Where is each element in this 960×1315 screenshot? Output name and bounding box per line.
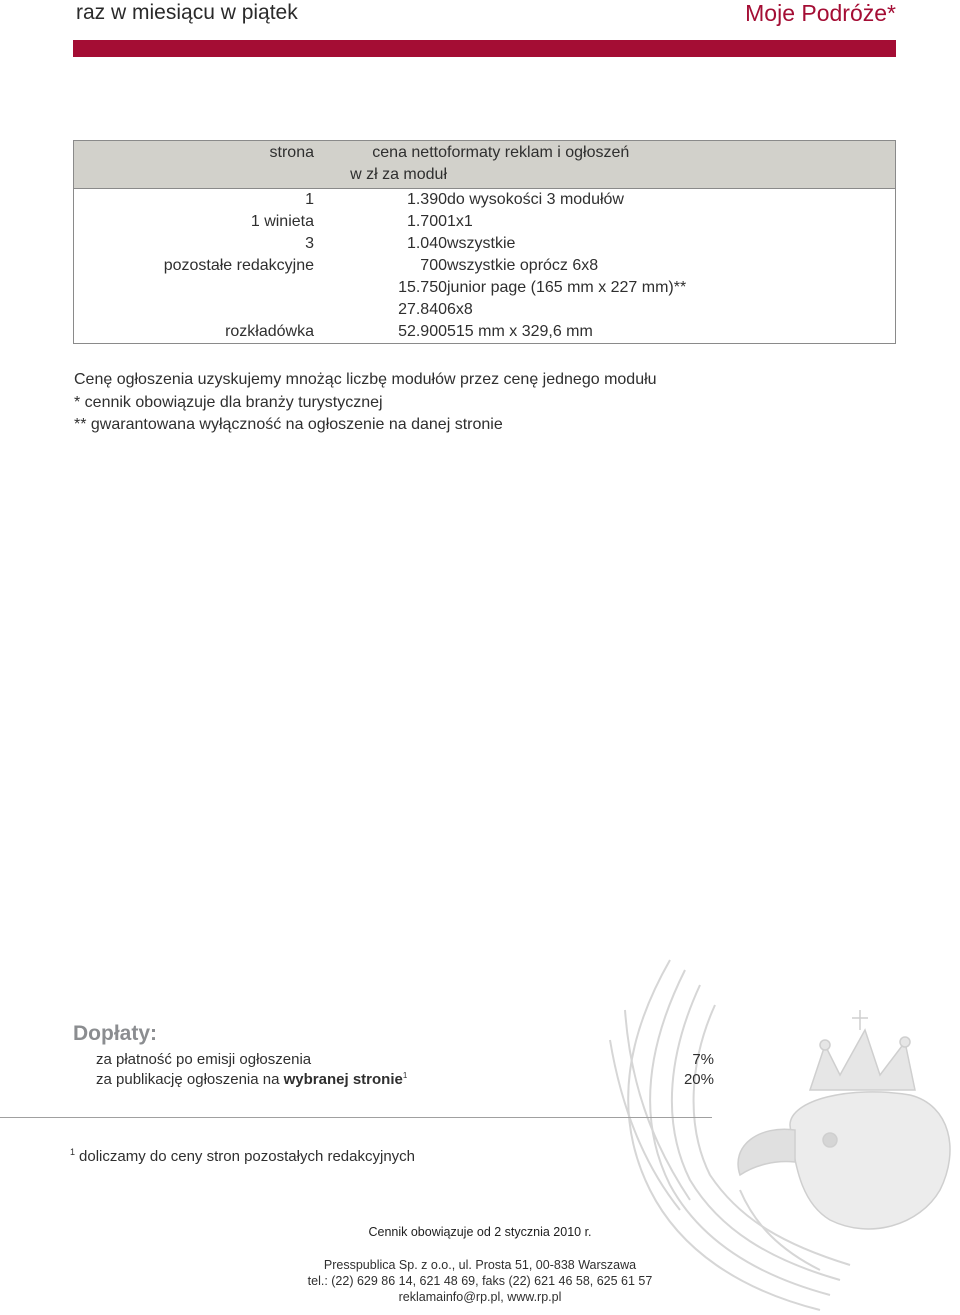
footnote [70,1147,415,1165]
header-formaty: formaty reklam i ogłoszeń [447,141,896,189]
cell-format: 1x1 [447,213,473,230]
cell-format: 6x8 [447,301,473,318]
cell-cena: 1.390 [406,191,447,208]
table-row [74,189,896,212]
cell-cena: 700 [420,257,447,274]
cell-format: wszystkie oprócz 6x8 [447,257,599,274]
header-brand-title: Moje Podróże* [745,0,896,26]
surcharge-label-prefix: za publikację ogłoszenia na [96,1071,284,1088]
cell-cena: 1.700 [406,213,447,230]
table-row [74,277,896,299]
footer-phones: tel.: (22) 629 86 14, 621 48 69, faks (22) 621 46 58, 625 61 57 [307,1274,653,1288]
cell-cena: 52.900 [398,323,447,340]
cell-strona: 3 [305,235,314,252]
cell-strona: 1 [305,191,314,208]
cell-format: wszystkie [447,235,516,252]
surcharge-label-bold: wybranej stronie [283,1071,403,1088]
table-row [74,211,896,233]
pricing-notes [74,369,657,437]
surcharges-title: Dopłaty: [73,1022,157,1045]
header-strona: strona [74,141,315,189]
cell-strona: pozostałe redakcyjne [163,257,314,274]
cell-format: 515 mm x 329,6 mm [447,323,593,340]
validity-notice: Cennik obowiązuje od 2 stycznia 2010 r. [368,1225,592,1239]
cell-cena: 27.840 [398,301,447,318]
cell-strona [74,299,315,321]
header-left-title: raz w miesiącu w piątek [76,1,298,24]
header-cena-line2: w zł za moduł [350,166,447,183]
cell-strona: rozkładówka [225,323,314,340]
footnote-marker: 1 [70,1147,76,1157]
cell-format: do wysokości 3 modułów [447,191,624,208]
cell-cena: 15.750 [398,279,447,296]
note-line: ** gwarantowana wyłączność na ogłoszenie na danej stronie [74,416,503,433]
surcharge-footnote-marker: 1 [402,1071,408,1080]
table-row [74,233,896,255]
table-row [74,299,896,321]
cell-strona [74,277,315,299]
surcharge-value: 7% [692,1051,714,1068]
note-line: * cennik obowiązuje dla branży turystycznej [74,393,383,411]
footer-address: Presspublica Sp. z o.o., ul. Prosta 51, 00-838 Warszawa [323,1258,637,1272]
note-line: Cenę ogłoszenia uzyskujemy mnożąc liczbę modułów przez cenę jednego modułu [74,371,657,388]
surcharge-row [96,1051,714,1068]
footer-contact: reklamainfo@rp.pl, www.rp.pl [398,1290,562,1304]
header-cena-line1: cena netto [372,144,447,161]
surcharge-row [96,1071,714,1088]
cell-format: junior page (165 mm x 227 mm)** [447,279,687,296]
footnote-text: doliczamy do ceny stron pozostałych redakcyjnych [79,1148,416,1165]
header-accent-bar [73,40,896,57]
price-table [73,140,896,344]
surcharge-label: za płatność po emisji ogłoszenia [96,1051,312,1068]
table-row [74,255,896,277]
cell-cena: 1.040 [406,235,447,252]
divider-line [0,1117,712,1118]
cell-strona: 1 winieta [250,213,314,230]
surcharge-value: 20% [683,1071,714,1088]
header-cena [314,141,447,189]
table-row [74,321,896,344]
table-header-row [74,141,896,189]
